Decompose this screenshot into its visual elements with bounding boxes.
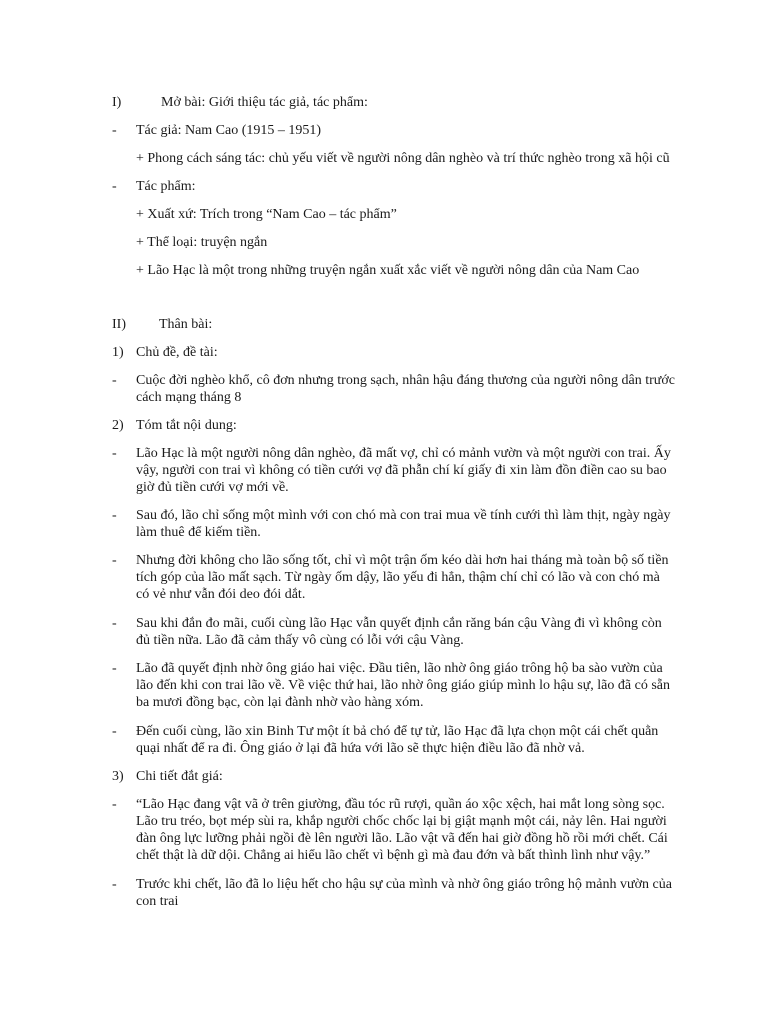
author-line: Tác giả: Nam Cao (1915 – 1951): [136, 123, 322, 138]
summary-item: Lão Hạc là một người nông dân nghèo, đã mất vợ, chỉ có mảnh vườn và một người con trai. Ấy vậy, người con trai vì không có tiền cưới vợ đã phẫn chí kí giấy đi xin làm đồn điền cao su bao giờ đủ tiền cưới vợ mới về.: [136, 446, 671, 495]
summary-item: Nhưng đời không cho lão sống tốt, chỉ vì một trận ốm kéo dài hơn hai tháng mà toàn bộ số tiền tích góp của lão mất sạch. Từ ngày ốm dậy, lão yếu đi hẳn, thậm chí chỉ có lão và con chó mà có vẻ như vẫn đói deo đói dắt.: [136, 553, 669, 602]
details-marker: 3): [112, 769, 124, 784]
section-1-heading: Mở bài: Giới thiệu tác giả, tác phẩm:: [161, 95, 368, 110]
bullet-dash: -: [112, 179, 117, 194]
bullet-dash: -: [112, 724, 117, 739]
author-style-line: + Phong cách sáng tác: chủ yếu viết về người nông dân nghèo và trí thức nghèo trong xã hội cũ: [136, 151, 670, 166]
work-note-line: + Lão Hạc là một trong những truyện ngắn xuất xắc viết về người nông dân của Nam Cao: [136, 263, 640, 278]
summary-item: Sau đó, lão chỉ sống một mình với con chó mà con trai mua về tính cưới thì làm thịt, ngày ngày làm thuê để kiếm tiền.: [136, 508, 671, 540]
summary-marker: 2): [112, 418, 124, 433]
summary-item: Lão đã quyết định nhờ ông giáo hai việc. Đầu tiên, lão nhờ ông giáo trông hộ ba sào vườn của lão đến khi con trai lão về. Về việc thứ hai, lão nhờ ông giáo giúp mình lo hậu sự, lão đã có sẵn ba mươi đồng bạc, còn lại đành nhờ vào hàng xóm.: [136, 661, 670, 710]
bullet-dash: -: [112, 123, 117, 138]
section-2-marker: II): [112, 317, 126, 332]
bullet-dash: -: [112, 553, 117, 568]
summary-item: Sau khi đắn đo mãi, cuối cùng lão Hạc vẫn quyết định cắn răng bán cậu Vàng đi vì không còn đủ tiền nữa. Lão đã cảm thấy vô cùng có lỗi với cậu Vàng.: [136, 616, 662, 648]
topic-heading: Chủ đề, đề tài:: [136, 345, 218, 360]
summary-item: Đến cuối cùng, lão xin Binh Tư một ít bả chó để tự tử, lão Hạc đã lựa chọn một cái chết quằn quại nhất để ra đi. Ông giáo ở lại đã hứa với lão sẽ thực hiện điều lão đã nhờ vả.: [136, 724, 659, 756]
details-quote: “Lão Hạc đang vật vã ở trên giường, đầu tóc rũ rượi, quần áo xộc xệch, hai mắt long sòng sọc. Lão tru tréo, bọt mép sùi ra, khắp người chốc chốc lại bị giật mạnh một cái, nảy lên. Hai người đàn ông lực lưỡng phải ngồi đè lên người lão. Lão vật vã đến hai giờ đồng hồ rồi mới chết. Cái chết thật là dữ dội. Chẳng ai hiểu lão chết vì bệnh gì mà đau đớn và bất thình lình như vậy.”: [136, 797, 668, 863]
bullet-dash: -: [112, 661, 117, 676]
work-line: Tác phẩm:: [136, 179, 196, 194]
topic-marker: 1): [112, 345, 124, 360]
bullet-dash: -: [112, 446, 117, 461]
bullet-dash: -: [112, 616, 117, 631]
bullet-dash: -: [112, 508, 117, 523]
bullet-dash: -: [112, 797, 117, 812]
work-genre-line: + Thể loại: truyện ngắn: [136, 235, 268, 250]
details-item: Trước khi chết, lão đã lo liệu hết cho hậu sự của mình và nhờ ông giáo trông hộ mảnh vườn của con trai: [136, 877, 672, 909]
details-heading: Chi tiết đắt giá:: [136, 769, 223, 784]
section-2-heading: Thân bài:: [159, 317, 213, 332]
bullet-dash: -: [112, 373, 117, 388]
bullet-dash: -: [112, 877, 117, 892]
section-1-marker: I): [112, 95, 122, 110]
work-origin-line: + Xuất xứ: Trích trong “Nam Cao – tác phẩm”: [136, 207, 397, 222]
topic-item: Cuộc đời nghèo khổ, cô đơn nhưng trong sạch, nhân hậu đáng thương của người nông dân trước cách mạng tháng 8: [136, 373, 675, 405]
summary-heading: Tóm tắt nội dung:: [136, 418, 237, 433]
